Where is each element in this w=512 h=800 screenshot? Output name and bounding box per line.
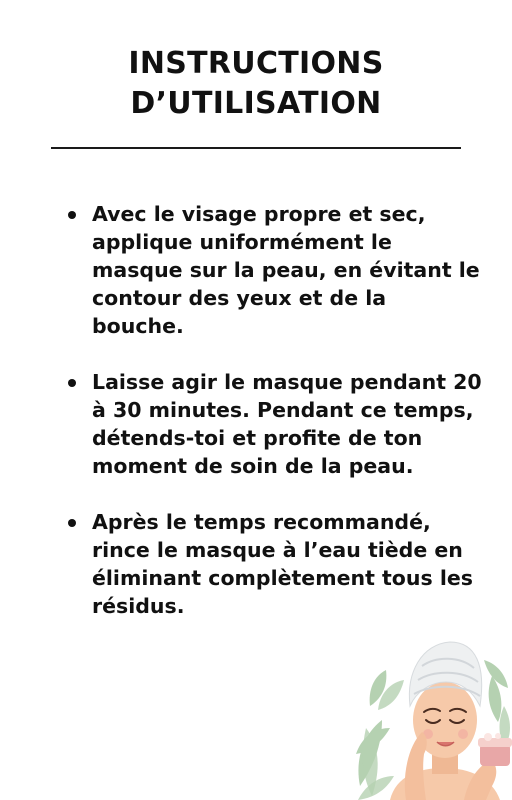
title-line-1: INSTRUCTIONS bbox=[128, 46, 384, 81]
bullet-icon bbox=[68, 379, 76, 387]
bullet-icon bbox=[68, 211, 76, 219]
instruction-item-1 bbox=[0, 200, 512, 340]
title-line-2: D’UTILISATION bbox=[130, 86, 382, 121]
instruction-text-2: Laisse agir le masque pendant 20 à 30 minutes. Pendant ce temps, détends-toi et profite de ton moment de soin de la peau. bbox=[92, 370, 482, 478]
title-divider bbox=[51, 147, 461, 149]
instruction-item-3 bbox=[0, 508, 512, 620]
instruction-text-1: Avec le visage propre et sec, applique uniformément le masque sur la peau, en évitant le contour des yeux et de la bouche. bbox=[92, 202, 480, 338]
page-title bbox=[0, 44, 512, 124]
woman-face-mask-illustration bbox=[352, 636, 512, 800]
bullet-icon bbox=[68, 519, 76, 527]
instruction-text-3: Après le temps recommandé, rince le masque à l’eau tiède en éliminant complètement tous les résidus. bbox=[92, 510, 473, 618]
instructions-list bbox=[0, 200, 512, 648]
instruction-item-2 bbox=[0, 368, 512, 480]
